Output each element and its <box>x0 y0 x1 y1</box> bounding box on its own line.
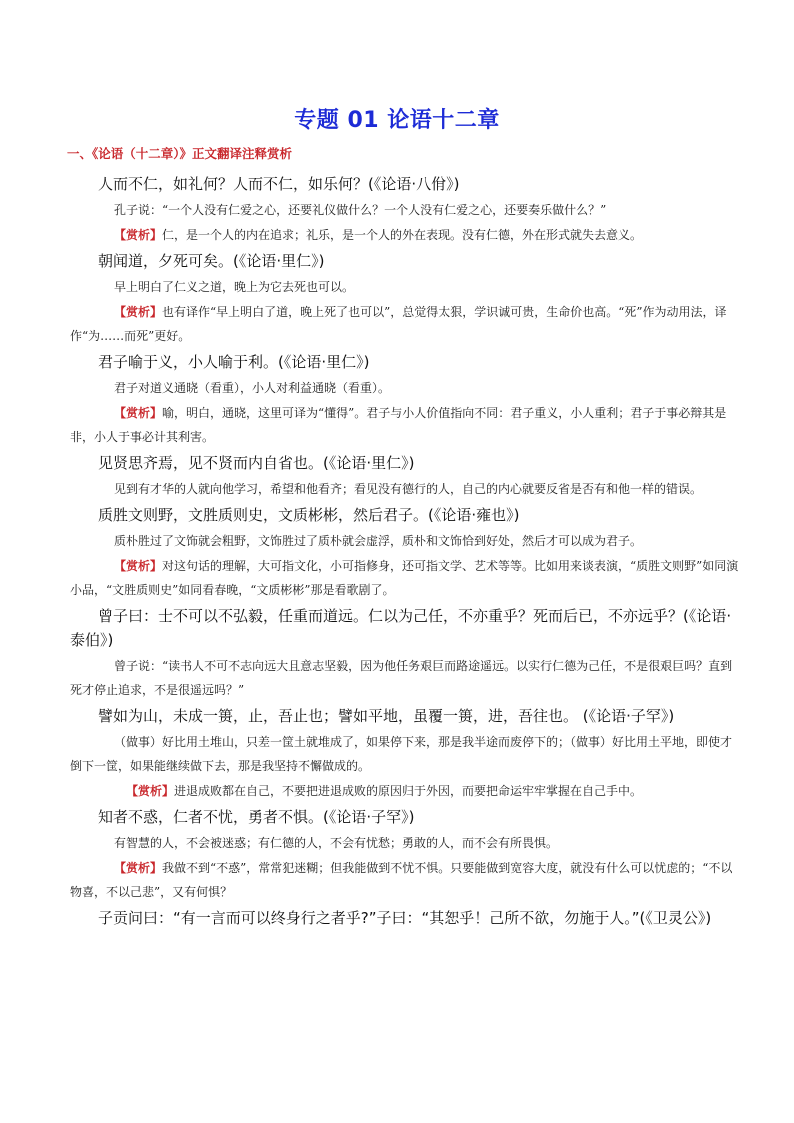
translation: 君子对道义通晓（看重），小人对利益通晓（看重）。 <box>114 381 391 395</box>
analysis <box>70 300 742 348</box>
analysis-tag: 【赏析】 <box>126 784 175 798</box>
analysis-text: 仁，是一个人的内在追求；礼乐，是一个人的外在表现。没有仁德，外在形式就失去意义。 <box>162 228 643 242</box>
analysis <box>70 223 742 247</box>
classic-quote: 子贡问曰：“有一言而可以终身行之者乎?”子曰：“其恕乎！己所不欲，勿施于人。”(《卫灵公》) <box>98 909 712 927</box>
analysis-tag: 【赏析】 <box>114 559 163 573</box>
classic-quote: 质胜文则野，文胜质则史，文质彬彬，然后君子。(《论语·雍也》) <box>98 506 520 524</box>
analysis-tag: 【赏析】 <box>114 406 163 420</box>
translation: 早上明白了仁义之道，晚上为它去死也可以。 <box>114 280 355 294</box>
document-body <box>70 170 742 932</box>
analysis-text: 进退成败都在自己，不要把进退成败的原因归于外因，而要把命运牢牢掌握在自己手中。 <box>174 784 643 798</box>
analysis-text: 对这句话的理解，大可指文化，小可指修身，还可指文学、艺术等等。比如用来谈表演，“质胜文则野”如同演小品，“文胜质则史”如同看春晚，“文质彬彬”那是看歌剧了。 <box>70 559 739 597</box>
translation: 孔子说：“一个人没有仁爱之心，还要礼仪做什么？一个人没有仁爱之心，还要奏乐做什么？” <box>114 203 607 217</box>
section-heading: 一、《论语（十二章）》正文翻译注释赏析 <box>67 146 293 161</box>
analysis-text: 也有译作“早上明白了道，晚上死了也可以”，总觉得太狠，学识诚可贵，生命价也高。“死”作为动用法，译作“为……而死”更好。 <box>70 305 727 343</box>
analysis <box>70 856 742 904</box>
analysis <box>70 554 742 602</box>
analysis-text: 喻，明白，通晓，这里可译为“懂得”。君子与小人价值指向不同：君子重义，小人重利；君子于事必辩其是非，小人于事必计其利害。 <box>70 406 727 444</box>
analysis <box>70 779 742 803</box>
analysis-tag: 【赏析】 <box>114 228 163 242</box>
translation: 质朴胜过了文饰就会粗野，文饰胜过了质朴就会虚浮，质朴和文饰恰到好处，然后才可以成为君子。 <box>114 534 643 548</box>
analysis-text: 我做不到“不惑”，常常犯迷糊；但我能做到不忧不惧。只要能做到宽容大度，就没有什么可以忧虑的；“不以物喜，不以己悲”，又有何惧？ <box>70 861 733 899</box>
classic-quote: 曾子曰：士不可以不弘毅，任重而道远。仁以为己任，不亦重乎？死而后已，不亦远乎？(《论语·泰伯》) <box>70 607 732 649</box>
translation: 见到有才华的人就向他学习，希望和他看齐；看见没有德行的人，自己的内心就要反省是否有和他一样的错误。 <box>114 482 703 496</box>
analysis-tag: 【赏析】 <box>114 305 163 319</box>
classic-quote: 譬如为山，未成一篑，止，吾止也；譬如平地，虽覆一篑，进，吾往也。 (《论语·子罕》) <box>98 707 675 725</box>
classic-quote: 朝闻道，夕死可矣。(《论语·里仁》) <box>98 252 325 270</box>
translation: （做事）好比用土堆山，只差一筐土就堆成了，如果停下来，那是我半途而废停下的；（做事）好比用土平地，即使才倒下一筐，如果能继续做下去，那是我坚持不懈做成的。 <box>70 735 733 773</box>
translation: 有智慧的人，不会被迷惑；有仁德的人，不会有忧愁；勇敢的人，而不会有所畏惧。 <box>114 836 559 850</box>
analysis <box>70 401 742 449</box>
analysis-tag: 【赏析】 <box>114 861 163 875</box>
classic-quote: 见贤思齐焉，见不贤而内自省也。(《论语·里仁》) <box>98 454 415 472</box>
classic-quote: 人而不仁，如礼何？人而不仁，如乐何？(《论语·八佾》) <box>98 175 460 193</box>
page-title: 专题 01 论语十二章 <box>294 108 500 133</box>
classic-quote: 知者不惑，仁者不忧，勇者不惧。(《论语·子罕》) <box>98 808 415 826</box>
classic-quote: 君子喻于义，小人喻于利。(《论语·里仁》) <box>98 353 370 371</box>
translation: 曾子说：“读书人不可不志向远大且意志坚毅，因为他任务艰巨而路途遥远。以实行仁德为己任，不是很艰巨吗？直到死才停止追求，不是很遥远吗？” <box>70 659 733 697</box>
